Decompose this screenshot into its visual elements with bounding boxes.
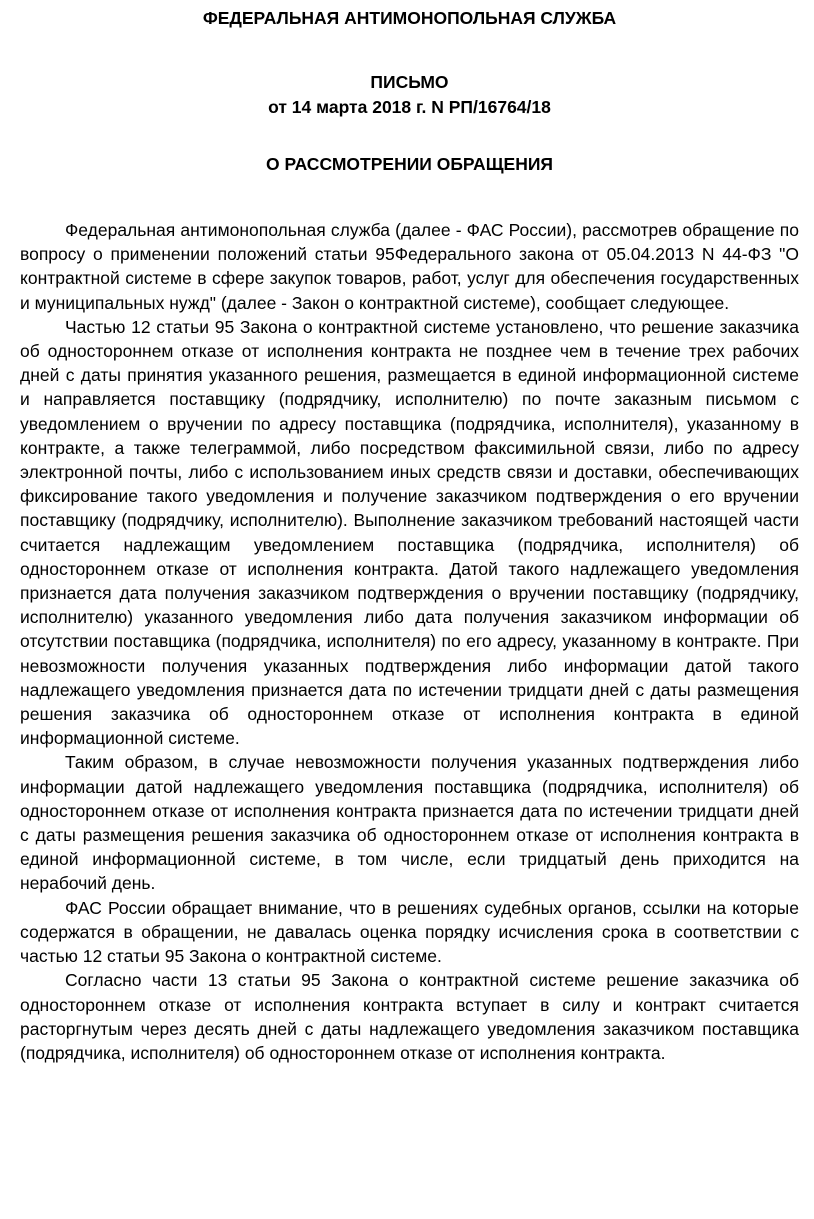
- document-type: ПИСЬМО: [370, 72, 449, 92]
- paragraph-conclusion: Таким образом, в случае невозможности получения указанных подтверждения либо информации датой надлежащего уведомления поставщика (подрядчика, исполнителя) об одностороннем отказе от исполнения контракта признается дата по истечении тридцати дней с даты размещения решения заказчика об одностороннем отказе от исполнения контракта в единой информационной системе, в том числе, если тридцатый день приходится на нерабочий день.: [20, 752, 799, 894]
- document-date-number: от 14 марта 2018 г. N РП/16764/18: [268, 97, 551, 117]
- document: [20, 0, 799, 1065]
- agency-name: ФЕДЕРАЛЬНАЯ АНТИМОНОПОЛЬНАЯ СЛУЖБА: [202, 8, 617, 28]
- paragraph-court-decisions: ФАС России обращает внимание, что в решениях судебных органов, ссылки на которые содержатся в обращении, не давалась оценка порядку исчисления срока в соответствии с частью 12 статьи 95 Закона о контрактной системе.: [20, 897, 799, 967]
- paragraph-part-13: Согласно части 13 статьи 95 Закона о контрактной системе решение заказчика об одностороннем отказе от исполнения контракта вступает в силу и контракт считается расторгнутым через десять дней с даты надлежащего уведомления заказчиком поставщика (подрядчика, исполнителя) об одностороннем отказе от исполнения контракта.: [20, 970, 799, 1063]
- letter-body: [20, 218, 799, 1065]
- document-subject: О РАССМОТРЕНИИ ОБРАЩЕНИЯ: [266, 154, 553, 174]
- paragraph-part-12: Частью 12 статьи 95 Закона о контрактной системе установлено, что решение заказчика об одностороннем отказе от исполнения контракта не позднее чем в течение трех рабочих дней с даты принятия указанного решения, размещается в единой информационной системе и направляется поставщику (подрядчику, исполнителю) по почте заказным письмом с уведомлением о вручении по адресу поставщика (подрядчика, исполнителя), указанному в контракте, а также телеграммой, либо посредством факсимильной связи, либо по адресу электронной почты, либо с использованием иных средств связи и доставки, обеспечивающих фиксирование такого уведомления и получение заказчиком подтверждения о его вручении поставщику (подрядчику, исполнителю). Выполнение заказчиком требований настоящей части считается надлежащим уведомлением поставщика (подрядчика, исполнителя) об одностороннем отказе от исполнения контракта. Датой такого надлежащего уведомления признается дата получения заказчиком подтверждения о вручении поставщику (подрядчику, исполнителю) указанного уведомления либо дата получения заказчиком информации об отсутствии поставщика (подрядчика, исполнителя) по его адресу, указанному в контракте. При невозможности получения указанных подтверждения либо информации датой такого надлежащего уведомления признается дата по истечении тридцати дней с даты размещения решения заказчика об одностороннем отказе от исполнения контракта в единой информационной системе.: [20, 316, 799, 749]
- paragraph-intro: Федеральная антимонопольная служба (далее - ФАС России), рассмотрев обращение по вопросу о применении положений статьи 95Федерального закона от 05.04.2013 N 44-ФЗ "О контрактной системе в сфере закупок товаров, работ, услуг для обеспечения государственных и муниципальных нужд" (далее - Закон о контрактной системе), сообщает следующее.: [20, 220, 799, 313]
